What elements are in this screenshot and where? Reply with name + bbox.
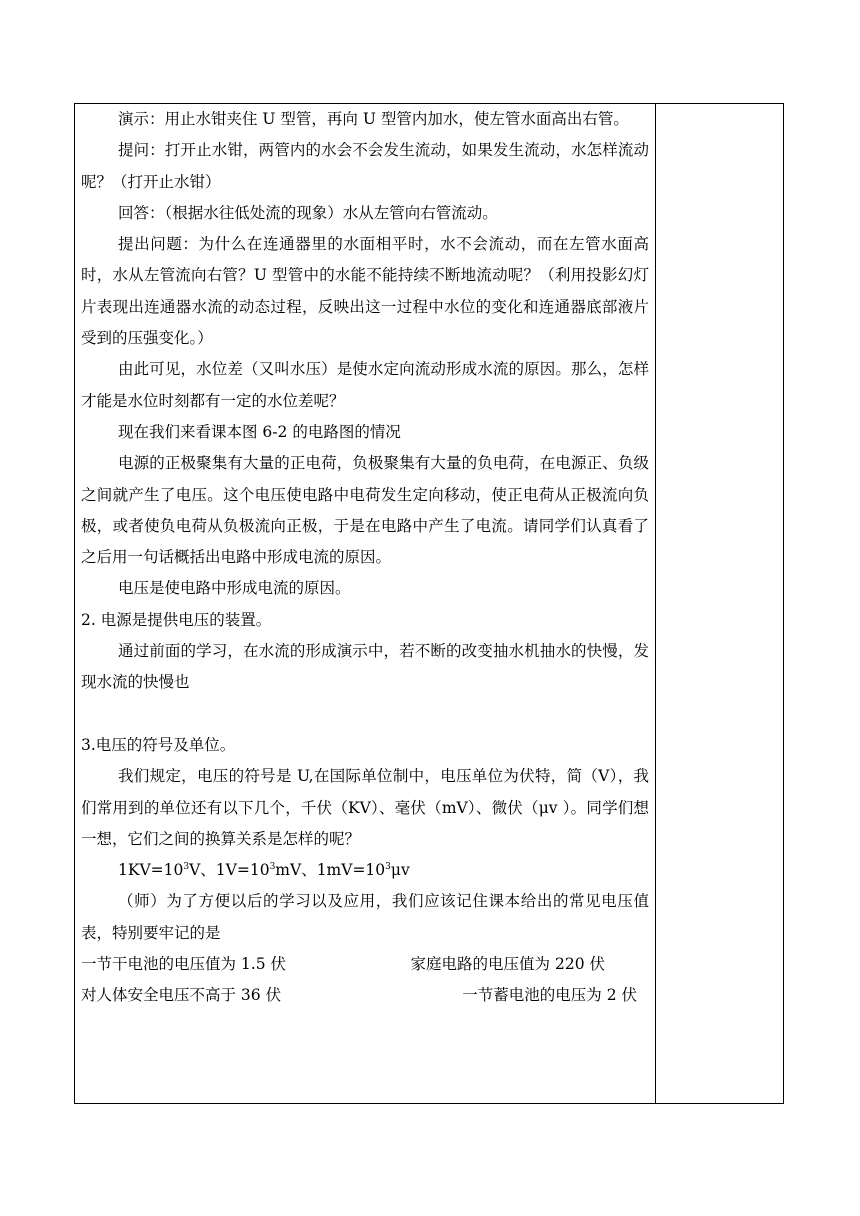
- power-source-paragraph: 电源的正极聚集有大量的正电荷，负极聚集有大量的负电荷，在电源正、负级之间就产生了电压。这个电压使电路中电荷发生定向移动，使正电荷从正极流向负极，或者使负电荷从负极流向正极，于是在电路中产生了电流。请同学们认真看了之后用一句话概括出电路中形成电流的原因。: [81, 454, 649, 567]
- voltage-cause-paragraph: 电压是使电路中形成电流的原因。: [118, 579, 351, 598]
- raise-question-paragraph: 提出问题：为什么在连通器里的水面相平时，水不会流动，而在左管水面高时，水从左管流向右管？U 型管中的水能不能持续不断地流动呢？（利用投影幻灯片表现出连通器水流的动态过程，反映出这一过程中水位的变化和连通器底部液片受到的压强变化。）: [81, 235, 649, 348]
- water-pressure-paragraph: 由此可见，水位差（又叫水压）是使水定向流动形成水流的原因。那么，怎样才能是水位时刻都有一定的水位差呢？: [81, 360, 649, 410]
- section-3-heading: 3.电压的符号及单位。: [81, 735, 236, 754]
- pump-paragraph: 通过前面的学习，在水流的形成演示中，若不断的改变抽水机抽水的快慢，发现水流的快慢也: [81, 642, 649, 692]
- question-paragraph: 提问：打开止水钳，两管内的水会不会发生流动，如果发生流动，水怎样流动呢？（打开止水钳）: [81, 141, 649, 191]
- answer-paragraph: 回答：（根据水往低处流的现象）水从左管向右管流动。: [118, 203, 498, 222]
- voltage-values-row-1: [75, 949, 655, 980]
- section-2-heading: 2. 电源是提供电压的装置。: [81, 610, 272, 629]
- safe-voltage: 对人体安全电压不高于 36 伏: [81, 986, 282, 1005]
- dry-battery-voltage: 一节干电池的电压值为 1.5 伏: [81, 955, 287, 974]
- blank-line: [75, 699, 655, 730]
- voltage-values-row-2: [75, 980, 655, 1011]
- unit-paragraph: 我们规定，电压的符号是 U,在国际单位制中，电压单位为伏特，简（V），我们常用到的单位还有以下几个，千伏（KV）、毫伏（mV）、微伏（μv ）。同学们想一想，它们之间的换算关系是怎样的呢？: [81, 767, 649, 848]
- lesson-table: [74, 103, 784, 1104]
- column-divider: [655, 104, 656, 1103]
- circuit-figure-paragraph: 现在我们来看课本图 6-2 的电路图的情况: [118, 422, 401, 441]
- lesson-content-cell: [75, 104, 655, 1103]
- demo-paragraph: 演示：用止水钳夹住 U 型管，再向 U 型管内加水，使左管水面高出右管。: [118, 110, 629, 128]
- storage-battery-voltage: 一节蓄电池的电压为 2 伏: [462, 986, 637, 1005]
- teacher-paragraph: （师）为了方便以后的学习以及应用，我们应该记住课本给出的常见电压值表，特别要牢记的是: [81, 892, 649, 942]
- household-voltage: 家庭电路的电压值为 220 伏: [410, 955, 605, 974]
- conversion-formula: $1KV=10^3V$、$1V=10^3mV$、$1mV=10^3\mu v$: [118, 861, 410, 880]
